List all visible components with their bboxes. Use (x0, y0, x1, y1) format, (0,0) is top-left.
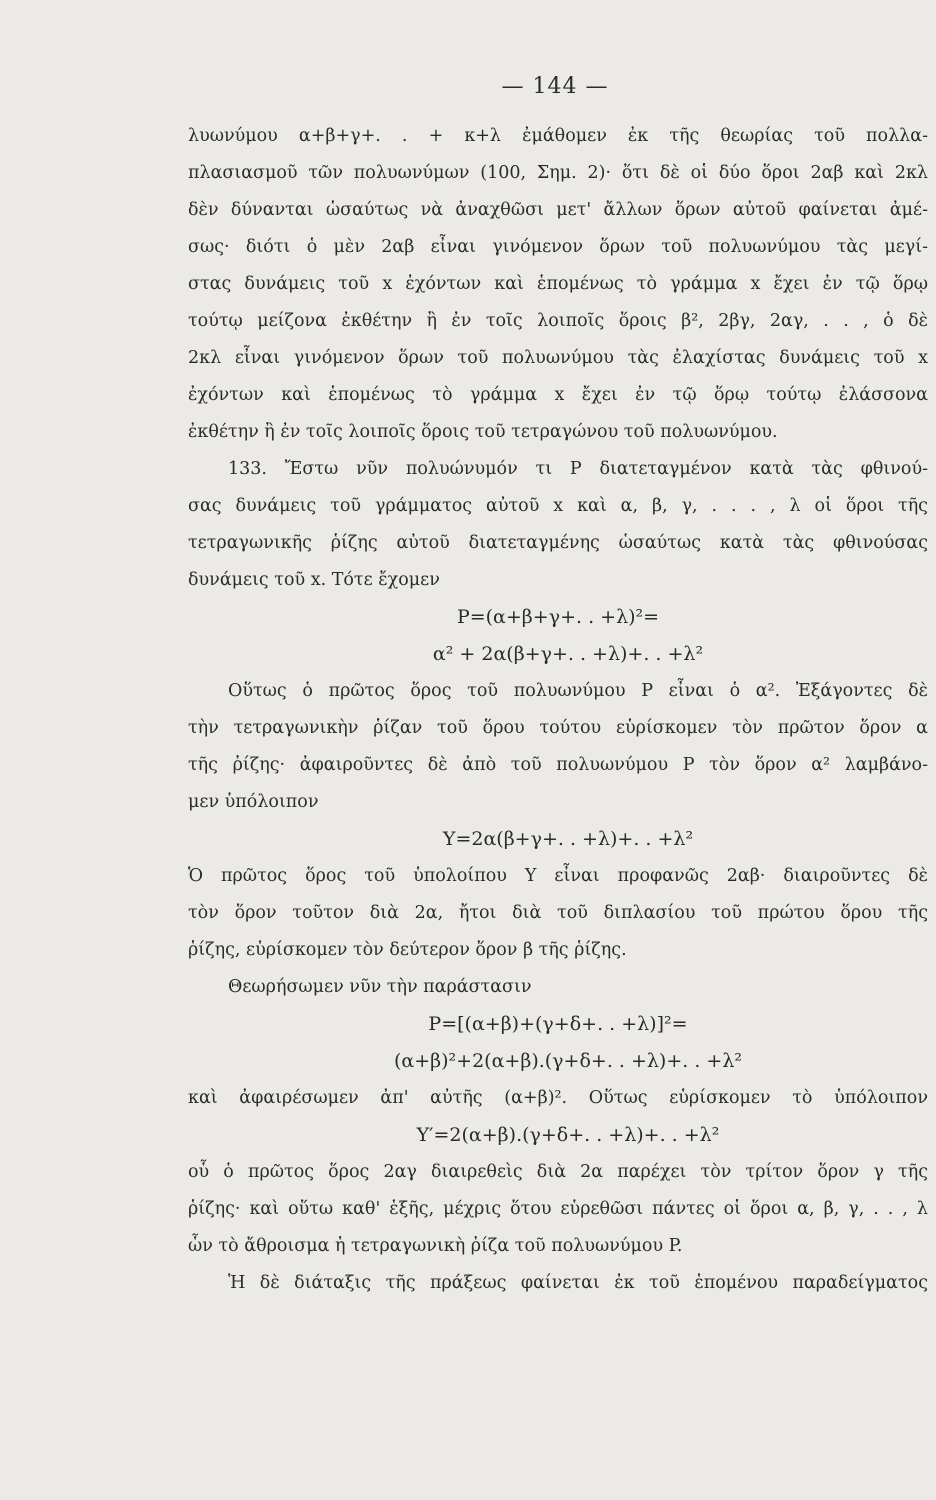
text-line: Ὁ πρῶτος ὅρος τοῦ ὑπολοίπου Y εἶναι προφανῶς 2αβ· διαιροῦντες δὲ (188, 866, 928, 886)
formula-line: Y′=2(α+β).(γ+δ+. . +λ)+. . +λ² (416, 1124, 720, 1146)
text-line: ῥίζης· καὶ οὕτω καθ' ἑξῆς, μέχρις ὅτου εὑρεθῶσι πάντες οἱ ὅροι α, β, γ, . . , λ (188, 1199, 928, 1219)
text-line: στας δυνάμεις τοῦ x ἐχόντων καὶ ἑπομένως τὸ γράμμα x ἔχει ἐν τῷ ὅρῳ (188, 274, 928, 294)
text-line: τετραγωνικῆς ῥίζης αὐτοῦ διατεταγμένης ὡσαύτως κατὰ τὰς φθινούσας (188, 533, 928, 553)
text-line: ἐχόντων καὶ ἑπομένως τὸ γράμμα x ἔχει ἐν τῷ ὅρῳ τούτῳ ἐλάσσονα (188, 385, 928, 405)
text-line: δὲν δύνανται ὡσαύτως νὰ ἀναχθῶσι μετ' ἄλλων ὅρων αὐτοῦ φαίνεται ἀμέ- (188, 200, 928, 220)
text-line: 133. Ἔστω νῦν πολυώνυμόν τι P διατεταγμένον κατὰ τὰς φθινού- (228, 459, 928, 479)
text-line: λυωνύμου α+β+γ+. . + κ+λ ἐμάθομεν ἐκ τῆς θεωρίας τοῦ πολλα- (188, 126, 928, 146)
text-line: σας δυνάμεις τοῦ γράμματος αὐτοῦ x καὶ α, β, γ, . . . , λ οἱ ὅροι τῆς (188, 496, 928, 516)
formula-line: Y=2α(β+γ+. . +λ)+. . +λ² (442, 828, 694, 850)
text-line: πλασιασμοῦ τῶν πολυωνύμων (100, Σημ. 2)· ὅτι δὲ οἱ δύο ὅροι 2αβ καὶ 2κλ (188, 163, 928, 183)
formula-line: P=[(α+β)+(γ+δ+. . +λ)]²= (428, 1013, 688, 1035)
text-line: τῆς ῥίζης· ἀφαιροῦντες δὲ ἀπὸ τοῦ πολυωνύμου P τὸν ὅρον α² λαμβάνο- (188, 755, 928, 775)
formula-line: α² + 2α(β+γ+. . +λ)+. . +λ² (432, 643, 704, 665)
page-number: — 144 — (501, 74, 609, 99)
text-line: καὶ ἀφαιρέσωμεν ἀπ' αὐτῆς (α+β)². Οὕτως εὑρίσκομεν τὸ ὑπόλοιπον (188, 1088, 928, 1108)
text-line: ὧν τὸ ἄθροισμα ἡ τετραγωνικὴ ῥίζα τοῦ πολυωνύμου P. (188, 1236, 683, 1256)
body-text (188, 118, 928, 1302)
text-line: οὗ ὁ πρῶτος ὅρος 2αγ διαιρεθεὶς διὰ 2α παρέχει τὸν τρίτον ὅρον γ τῆς (188, 1162, 928, 1182)
formula-line: P=(α+β+γ+. . +λ)²= (456, 606, 660, 628)
text-line: Ἡ δὲ διάταξις τῆς πράξεως φαίνεται ἐκ τοῦ ἑπομένου παραδείγματος (228, 1273, 928, 1293)
text-line: Θεωρήσωμεν νῦν τὴν παράστασιν (228, 977, 532, 997)
text-line: δυνάμεις τοῦ x. Τότε ἔχομεν (188, 570, 440, 590)
text-line: τὴν τετραγωνικὴν ῥίζαν τοῦ ὅρου τούτου εὑρίσκομεν τὸν πρῶτον ὅρον α (188, 718, 928, 738)
text-line: τούτῳ μείζονα ἐκθέτην ἢ ἐν τοῖς λοιποῖς ὅροις β², 2βγ, 2αγ, . . , ὁ δὲ (188, 311, 928, 331)
text-line: σως· διότι ὁ μὲν 2αβ εἶναι γινόμενον ὅρων τοῦ πολυωνύμου τὰς μεγί- (188, 237, 928, 257)
formula-line: (α+β)²+2(α+β).(γ+δ+. . +λ)+. . +λ² (393, 1050, 743, 1072)
text-line: ἐκθέτην ἢ ἐν τοῖς λοιποῖς ὅροις τοῦ τετραγώνου τοῦ πολυωνύμου. (188, 422, 778, 442)
text-line: Οὕτως ὁ πρῶτος ὅρος τοῦ πολυωνύμου P εἶναι ὁ α². Ἐξάγοντες δὲ (228, 681, 928, 701)
text-line: μεν ὑπόλοιπον (188, 792, 319, 812)
text-line: 2κλ εἶναι γινόμενον ὅρων τοῦ πολυωνύμου τὰς ἐλαχίστας δυνάμεις τοῦ x (188, 348, 928, 368)
text-line: τὸν ὅρον τοῦτον διὰ 2α, ἤτοι διὰ τοῦ διπλασίου τοῦ πρώτου ὅρου τῆς (188, 903, 928, 923)
text-line: ῥίζης, εὑρίσκομεν τὸν δεύτερον ὅρον β τῆς ῥίζης. (188, 940, 627, 960)
